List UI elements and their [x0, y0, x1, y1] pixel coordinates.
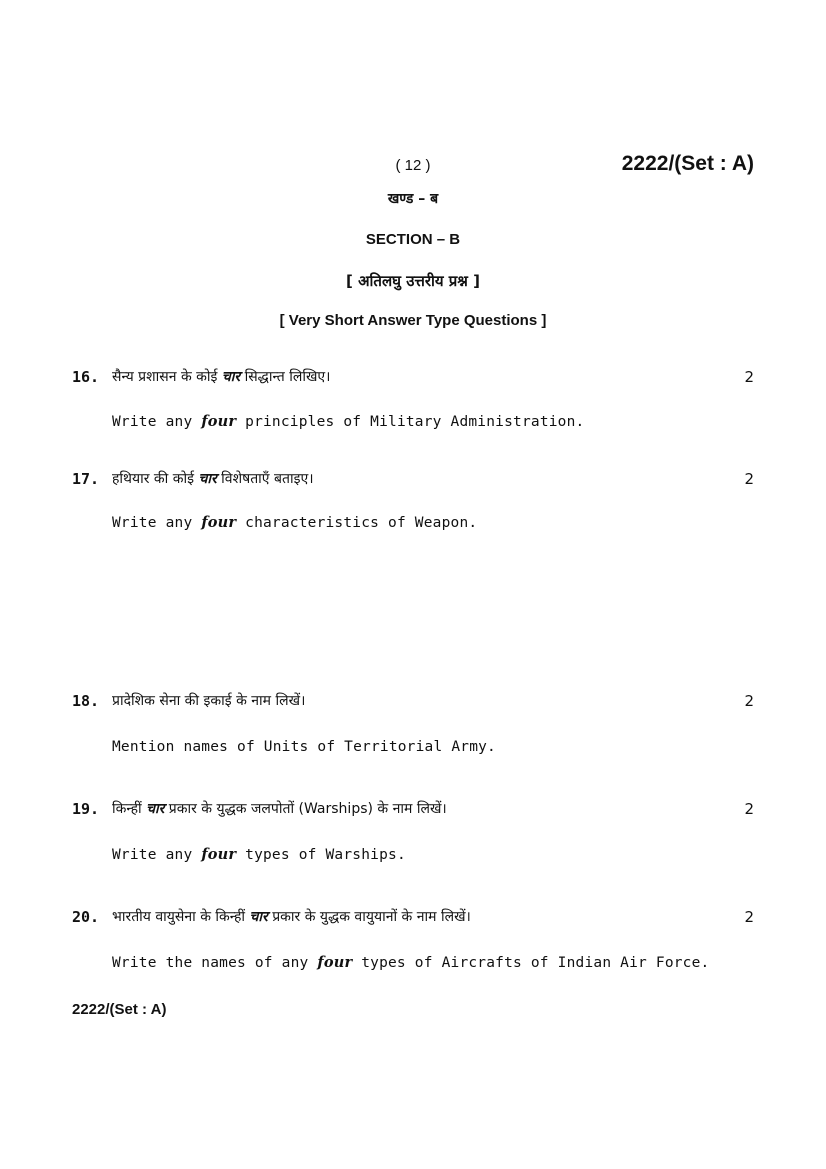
- question-number: 18.: [72, 692, 100, 710]
- emphasis: चार: [146, 801, 165, 817]
- question-type-english: [ Very Short Answer Type Questions ]: [279, 312, 547, 329]
- page-number: ( 12 ): [395, 157, 431, 174]
- question-text-english: Write the names of any four types of Aircrafts of Indian Air Force.: [112, 954, 710, 971]
- question-marks: 2: [744, 692, 754, 710]
- question-text-hindi: किन्हीं चार प्रकार के युद्धक जलपोतों (Warships) के नाम लिखें।: [112, 801, 447, 817]
- question-text-english: Mention names of Units of Territorial Army.: [112, 739, 496, 755]
- question-text-english: Write any four characteristics of Weapon.: [112, 514, 478, 531]
- question-text-hindi: प्रादेशिक सेना की इकाई के नाम लिखें।: [112, 693, 306, 709]
- question-type-hindi: [ अतिलघु उत्तरीय प्रश्न ]: [346, 272, 480, 290]
- emphasis: four: [201, 514, 237, 531]
- section-title-hindi: खण्ड – ब: [387, 191, 439, 207]
- paper-code-header: 2222/(Set : A): [621, 152, 754, 175]
- question-text-hindi: भारतीय वायुसेना के किन्हीं चार प्रकार के युद्धक वायुयानों के नाम लिखें।: [112, 909, 471, 925]
- question-number: 17.: [72, 470, 100, 488]
- emphasis: चार: [198, 471, 217, 487]
- question-number: 19.: [72, 800, 100, 818]
- question-marks: 2: [744, 368, 754, 386]
- emphasis: चार: [249, 909, 268, 925]
- question-marks: 2: [744, 800, 754, 818]
- question-text-hindi: हथियार की कोई चार विशेषताएँ बताइए।: [112, 471, 314, 487]
- question-text-hindi: सैन्य प्रशासन के कोई चार सिद्धान्त लिखिए।: [112, 369, 331, 385]
- emphasis: चार: [221, 369, 241, 385]
- question-marks: 2: [744, 470, 754, 488]
- question-text-english: Write any four principles of Military Administration.: [112, 413, 585, 430]
- section-title-english: SECTION – B: [365, 231, 461, 248]
- question-text-english: Write any four types of Warships.: [112, 846, 406, 863]
- emphasis: four: [317, 954, 353, 971]
- paper-code-footer: 2222/(Set : A): [72, 1001, 167, 1018]
- question-number: 20.: [72, 908, 100, 926]
- emphasis: four: [201, 846, 237, 863]
- question-number: 16.: [72, 368, 100, 386]
- question-marks: 2: [744, 908, 754, 926]
- emphasis: four: [201, 413, 237, 430]
